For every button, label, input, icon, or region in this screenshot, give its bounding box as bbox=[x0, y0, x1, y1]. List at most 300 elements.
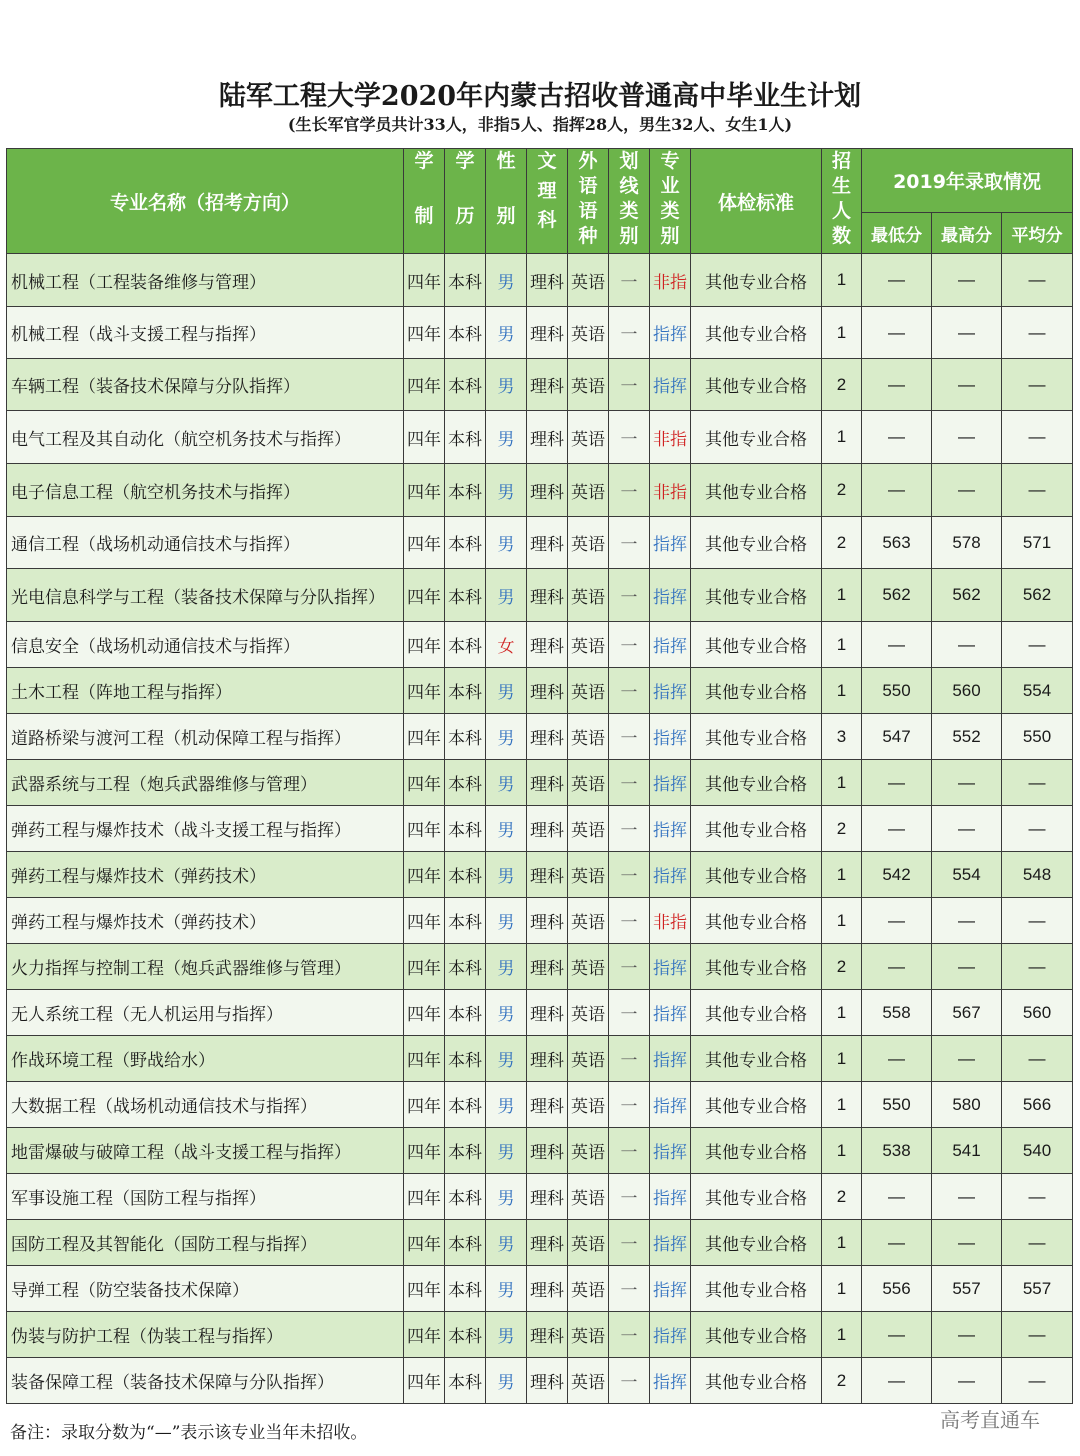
header-min-score: 最低分 bbox=[862, 213, 932, 254]
cell-xueli: 本科 bbox=[445, 898, 486, 944]
cell-huaxian: 一 bbox=[609, 760, 650, 806]
cell-wenli: 理科 bbox=[527, 622, 568, 668]
cell-name: 军事设施工程（国防工程与指挥） bbox=[7, 1174, 404, 1220]
cell-huaxian: 一 bbox=[609, 622, 650, 668]
cell-xuezhi: 四年 bbox=[404, 1266, 445, 1312]
cell-waiyu: 英语 bbox=[568, 1128, 609, 1174]
table-row bbox=[7, 852, 1073, 898]
cell-waiyu: 英语 bbox=[568, 806, 609, 852]
cell-waiyu: 英语 bbox=[568, 760, 609, 806]
cell-xueli: 本科 bbox=[445, 714, 486, 760]
cell-zhuanye: 指挥 bbox=[650, 1174, 691, 1220]
cell-xuezhi: 四年 bbox=[404, 622, 445, 668]
cell-zhaosheng: 1 bbox=[822, 990, 862, 1036]
cell-xuezhi: 四年 bbox=[404, 254, 445, 307]
cell-name: 导弹工程（防空装备技术保障） bbox=[7, 1266, 404, 1312]
cell-xingbie: 男 bbox=[486, 411, 527, 464]
cell-zhuanye: 指挥 bbox=[650, 668, 691, 714]
cell-name: 国防工程及其智能化（国防工程与指挥） bbox=[7, 1220, 404, 1266]
cell-name: 信息安全（战场机动通信技术与指挥） bbox=[7, 622, 404, 668]
table-row bbox=[7, 411, 1073, 464]
cell-tijian: 其他专业合格 bbox=[691, 1220, 822, 1266]
cell-min-score: — bbox=[862, 1312, 932, 1358]
cell-waiyu: 英语 bbox=[568, 1220, 609, 1266]
cell-avg-score: — bbox=[1002, 1220, 1073, 1266]
cell-xuezhi: 四年 bbox=[404, 1174, 445, 1220]
cell-zhaosheng: 2 bbox=[822, 359, 862, 411]
cell-waiyu: 英语 bbox=[568, 1312, 609, 1358]
cell-zhuanye: 指挥 bbox=[650, 714, 691, 760]
cell-xingbie: 男 bbox=[486, 668, 527, 714]
cell-max-score: — bbox=[932, 1174, 1002, 1220]
cell-name: 弹药工程与爆炸技术（战斗支援工程与指挥） bbox=[7, 806, 404, 852]
cell-xuezhi: 四年 bbox=[404, 990, 445, 1036]
table-row bbox=[7, 990, 1073, 1036]
table-row bbox=[7, 622, 1073, 668]
cell-waiyu: 英语 bbox=[568, 307, 609, 359]
table-row bbox=[7, 464, 1073, 517]
cell-xueli: 本科 bbox=[445, 1036, 486, 1082]
cell-huaxian: 一 bbox=[609, 1082, 650, 1128]
cell-zhaosheng: 2 bbox=[822, 806, 862, 852]
cell-zhaosheng: 1 bbox=[822, 1128, 862, 1174]
cell-min-score: — bbox=[862, 806, 932, 852]
cell-min-score: — bbox=[862, 254, 932, 307]
header-avg-score: 平均分 bbox=[1002, 213, 1073, 254]
cell-tijian: 其他专业合格 bbox=[691, 307, 822, 359]
cell-max-score: — bbox=[932, 1220, 1002, 1266]
cell-xuezhi: 四年 bbox=[404, 714, 445, 760]
cell-avg-score: — bbox=[1002, 254, 1073, 307]
cell-zhuanye: 非指 bbox=[650, 254, 691, 307]
cell-xuezhi: 四年 bbox=[404, 307, 445, 359]
cell-zhuanye: 指挥 bbox=[650, 359, 691, 411]
cell-avg-score: — bbox=[1002, 1174, 1073, 1220]
cell-xingbie: 男 bbox=[486, 464, 527, 517]
cell-tijian: 其他专业合格 bbox=[691, 1358, 822, 1404]
cell-xueli: 本科 bbox=[445, 1174, 486, 1220]
cell-min-score: 563 bbox=[862, 517, 932, 569]
cell-wenli: 理科 bbox=[527, 1036, 568, 1082]
cell-tijian: 其他专业合格 bbox=[691, 1266, 822, 1312]
cell-min-score: — bbox=[862, 1220, 932, 1266]
cell-huaxian: 一 bbox=[609, 1312, 650, 1358]
cell-huaxian: 一 bbox=[609, 411, 650, 464]
cell-min-score: 550 bbox=[862, 1082, 932, 1128]
cell-max-score: — bbox=[932, 944, 1002, 990]
cell-avg-score: — bbox=[1002, 464, 1073, 517]
cell-max-score: 552 bbox=[932, 714, 1002, 760]
cell-zhaosheng: 1 bbox=[822, 760, 862, 806]
cell-huaxian: 一 bbox=[609, 944, 650, 990]
cell-zhuanye: 指挥 bbox=[650, 1266, 691, 1312]
cell-zhaosheng: 3 bbox=[822, 714, 862, 760]
cell-zhuanye: 指挥 bbox=[650, 806, 691, 852]
cell-zhaosheng: 2 bbox=[822, 464, 862, 517]
cell-avg-score: 550 bbox=[1002, 714, 1073, 760]
cell-xuezhi: 四年 bbox=[404, 359, 445, 411]
header-xueli: 学 历 bbox=[445, 149, 486, 254]
cell-zhuanye: 指挥 bbox=[650, 307, 691, 359]
cell-huaxian: 一 bbox=[609, 1036, 650, 1082]
cell-name: 火力指挥与控制工程（炮兵武器维修与管理） bbox=[7, 944, 404, 990]
cell-xingbie: 男 bbox=[486, 359, 527, 411]
cell-tijian: 其他专业合格 bbox=[691, 464, 822, 517]
table-row bbox=[7, 668, 1073, 714]
cell-huaxian: 一 bbox=[609, 668, 650, 714]
cell-min-score: 547 bbox=[862, 714, 932, 760]
cell-wenli: 理科 bbox=[527, 898, 568, 944]
cell-xingbie: 男 bbox=[486, 990, 527, 1036]
watermark: 高考直通车 bbox=[940, 1408, 1040, 1432]
cell-wenli: 理科 bbox=[527, 1220, 568, 1266]
cell-waiyu: 英语 bbox=[568, 852, 609, 898]
cell-xueli: 本科 bbox=[445, 622, 486, 668]
cell-xueli: 本科 bbox=[445, 806, 486, 852]
cell-max-score: 580 bbox=[932, 1082, 1002, 1128]
cell-tijian: 其他专业合格 bbox=[691, 852, 822, 898]
cell-waiyu: 英语 bbox=[568, 714, 609, 760]
cell-wenli: 理科 bbox=[527, 517, 568, 569]
header-2019-group: 2019年录取情况 bbox=[862, 149, 1073, 213]
cell-name: 武器系统与工程（炮兵武器维修与管理） bbox=[7, 760, 404, 806]
cell-waiyu: 英语 bbox=[568, 517, 609, 569]
cell-zhuanye: 指挥 bbox=[650, 1036, 691, 1082]
cell-avg-score: — bbox=[1002, 307, 1073, 359]
cell-avg-score: 557 bbox=[1002, 1266, 1073, 1312]
table-row bbox=[7, 254, 1073, 307]
cell-avg-score: 560 bbox=[1002, 990, 1073, 1036]
cell-min-score: 538 bbox=[862, 1128, 932, 1174]
table-row bbox=[7, 1082, 1073, 1128]
cell-waiyu: 英语 bbox=[568, 411, 609, 464]
cell-xuezhi: 四年 bbox=[404, 569, 445, 622]
cell-xuezhi: 四年 bbox=[404, 411, 445, 464]
cell-xingbie: 男 bbox=[486, 944, 527, 990]
cell-tijian: 其他专业合格 bbox=[691, 760, 822, 806]
cell-zhaosheng: 2 bbox=[822, 1358, 862, 1404]
cell-xingbie: 男 bbox=[486, 1128, 527, 1174]
cell-tijian: 其他专业合格 bbox=[691, 714, 822, 760]
table-row bbox=[7, 517, 1073, 569]
header-waiyu: 外 语 语 种 bbox=[568, 149, 609, 254]
cell-xingbie: 男 bbox=[486, 852, 527, 898]
cell-name: 光电信息科学与工程（装备技术保障与分队指挥） bbox=[7, 569, 404, 622]
cell-wenli: 理科 bbox=[527, 760, 568, 806]
cell-avg-score: — bbox=[1002, 1036, 1073, 1082]
cell-min-score: 558 bbox=[862, 990, 932, 1036]
cell-tijian: 其他专业合格 bbox=[691, 806, 822, 852]
cell-max-score: 567 bbox=[932, 990, 1002, 1036]
cell-avg-score: — bbox=[1002, 944, 1073, 990]
cell-tijian: 其他专业合格 bbox=[691, 254, 822, 307]
enrollment-plan-table bbox=[6, 148, 1073, 1404]
cell-huaxian: 一 bbox=[609, 990, 650, 1036]
cell-huaxian: 一 bbox=[609, 1266, 650, 1312]
cell-huaxian: 一 bbox=[609, 1220, 650, 1266]
page-title: 陆军工程大学2020年内蒙古招收普通高中毕业生计划 bbox=[218, 81, 862, 112]
cell-xueli: 本科 bbox=[445, 944, 486, 990]
cell-wenli: 理科 bbox=[527, 569, 568, 622]
cell-zhaosheng: 1 bbox=[822, 1220, 862, 1266]
cell-name: 机械工程（工程装备维修与管理） bbox=[7, 254, 404, 307]
cell-wenli: 理科 bbox=[527, 1174, 568, 1220]
cell-min-score: — bbox=[862, 464, 932, 517]
table-row bbox=[7, 1174, 1073, 1220]
cell-xuezhi: 四年 bbox=[404, 806, 445, 852]
cell-max-score: — bbox=[932, 806, 1002, 852]
cell-xueli: 本科 bbox=[445, 1082, 486, 1128]
cell-name: 伪装与防护工程（伪装工程与指挥） bbox=[7, 1312, 404, 1358]
cell-avg-score: — bbox=[1002, 411, 1073, 464]
cell-waiyu: 英语 bbox=[568, 569, 609, 622]
cell-xueli: 本科 bbox=[445, 1358, 486, 1404]
cell-waiyu: 英语 bbox=[568, 1174, 609, 1220]
cell-min-score: 556 bbox=[862, 1266, 932, 1312]
cell-max-score: — bbox=[932, 411, 1002, 464]
cell-huaxian: 一 bbox=[609, 1358, 650, 1404]
cell-xuezhi: 四年 bbox=[404, 668, 445, 714]
cell-min-score: — bbox=[862, 1174, 932, 1220]
cell-xueli: 本科 bbox=[445, 464, 486, 517]
cell-wenli: 理科 bbox=[527, 1266, 568, 1312]
cell-huaxian: 一 bbox=[609, 359, 650, 411]
cell-xueli: 本科 bbox=[445, 760, 486, 806]
table-row bbox=[7, 760, 1073, 806]
header-xingbie: 性 别 bbox=[486, 149, 527, 254]
cell-xuezhi: 四年 bbox=[404, 517, 445, 569]
cell-waiyu: 英语 bbox=[568, 1266, 609, 1312]
cell-xuezhi: 四年 bbox=[404, 1082, 445, 1128]
cell-xuezhi: 四年 bbox=[404, 760, 445, 806]
cell-zhuanye: 指挥 bbox=[650, 990, 691, 1036]
cell-xingbie: 男 bbox=[486, 1358, 527, 1404]
table-row bbox=[7, 569, 1073, 622]
cell-avg-score: — bbox=[1002, 1358, 1073, 1404]
cell-zhuanye: 非指 bbox=[650, 898, 691, 944]
table-row bbox=[7, 806, 1073, 852]
cell-huaxian: 一 bbox=[609, 1174, 650, 1220]
cell-waiyu: 英语 bbox=[568, 1036, 609, 1082]
cell-max-score: — bbox=[932, 1036, 1002, 1082]
cell-tijian: 其他专业合格 bbox=[691, 517, 822, 569]
cell-huaxian: 一 bbox=[609, 517, 650, 569]
cell-xueli: 本科 bbox=[445, 411, 486, 464]
cell-name: 弹药工程与爆炸技术（弹药技术） bbox=[7, 898, 404, 944]
cell-name: 弹药工程与爆炸技术（弹药技术） bbox=[7, 852, 404, 898]
table-row bbox=[7, 1266, 1073, 1312]
cell-xingbie: 男 bbox=[486, 307, 527, 359]
cell-zhuanye: 指挥 bbox=[650, 760, 691, 806]
cell-xuezhi: 四年 bbox=[404, 944, 445, 990]
cell-wenli: 理科 bbox=[527, 1128, 568, 1174]
cell-xuezhi: 四年 bbox=[404, 1358, 445, 1404]
cell-waiyu: 英语 bbox=[568, 359, 609, 411]
cell-name: 土木工程（阵地工程与指挥） bbox=[7, 668, 404, 714]
cell-min-score: — bbox=[862, 760, 932, 806]
cell-name: 机械工程（战斗支援工程与指挥） bbox=[7, 307, 404, 359]
cell-xueli: 本科 bbox=[445, 307, 486, 359]
cell-name: 作战环境工程（野战给水） bbox=[7, 1036, 404, 1082]
cell-zhuanye: 指挥 bbox=[650, 569, 691, 622]
table-body bbox=[7, 254, 1073, 1404]
cell-min-score: 542 bbox=[862, 852, 932, 898]
cell-xingbie: 男 bbox=[486, 569, 527, 622]
cell-max-score: — bbox=[932, 464, 1002, 517]
cell-tijian: 其他专业合格 bbox=[691, 1312, 822, 1358]
cell-xingbie: 男 bbox=[486, 1082, 527, 1128]
cell-waiyu: 英语 bbox=[568, 898, 609, 944]
cell-xingbie: 男 bbox=[486, 517, 527, 569]
cell-max-score: 560 bbox=[932, 668, 1002, 714]
cell-xueli: 本科 bbox=[445, 517, 486, 569]
cell-waiyu: 英语 bbox=[568, 464, 609, 517]
cell-xuezhi: 四年 bbox=[404, 1036, 445, 1082]
cell-avg-score: — bbox=[1002, 898, 1073, 944]
cell-xingbie: 男 bbox=[486, 806, 527, 852]
cell-tijian: 其他专业合格 bbox=[691, 411, 822, 464]
cell-zhuanye: 指挥 bbox=[650, 1082, 691, 1128]
footnote: 备注：录取分数为“—”表示该专业当年未招收。 bbox=[10, 1423, 368, 1443]
cell-zhaosheng: 1 bbox=[822, 1036, 862, 1082]
cell-tijian: 其他专业合格 bbox=[691, 944, 822, 990]
table-row bbox=[7, 898, 1073, 944]
cell-tijian: 其他专业合格 bbox=[691, 1128, 822, 1174]
cell-name: 车辆工程（装备技术保障与分队指挥） bbox=[7, 359, 404, 411]
cell-max-score: — bbox=[932, 622, 1002, 668]
cell-max-score: 562 bbox=[932, 569, 1002, 622]
cell-xuezhi: 四年 bbox=[404, 1128, 445, 1174]
cell-min-score: — bbox=[862, 359, 932, 411]
cell-wenli: 理科 bbox=[527, 714, 568, 760]
cell-max-score: — bbox=[932, 359, 1002, 411]
cell-name: 道路桥梁与渡河工程（机动保障工程与指挥） bbox=[7, 714, 404, 760]
cell-xuezhi: 四年 bbox=[404, 1220, 445, 1266]
cell-huaxian: 一 bbox=[609, 254, 650, 307]
cell-zhaosheng: 1 bbox=[822, 307, 862, 359]
cell-tijian: 其他专业合格 bbox=[691, 569, 822, 622]
cell-max-score: 554 bbox=[932, 852, 1002, 898]
cell-name: 无人系统工程（无人机运用与指挥） bbox=[7, 990, 404, 1036]
cell-xuezhi: 四年 bbox=[404, 898, 445, 944]
cell-waiyu: 英语 bbox=[568, 990, 609, 1036]
table-row bbox=[7, 714, 1073, 760]
cell-zhaosheng: 1 bbox=[822, 1082, 862, 1128]
header-tijian: 体检标准 bbox=[691, 149, 822, 254]
cell-wenli: 理科 bbox=[527, 359, 568, 411]
cell-xueli: 本科 bbox=[445, 1128, 486, 1174]
cell-zhaosheng: 1 bbox=[822, 898, 862, 944]
cell-name: 地雷爆破与破障工程（战斗支援工程与指挥） bbox=[7, 1128, 404, 1174]
table-header bbox=[7, 149, 1073, 254]
cell-xuezhi: 四年 bbox=[404, 464, 445, 517]
cell-xueli: 本科 bbox=[445, 569, 486, 622]
cell-xuezhi: 四年 bbox=[404, 852, 445, 898]
cell-name: 大数据工程（战场机动通信技术与指挥） bbox=[7, 1082, 404, 1128]
header-zhaosheng: 招 生 人 数 bbox=[822, 149, 862, 254]
cell-zhaosheng: 1 bbox=[822, 411, 862, 464]
cell-huaxian: 一 bbox=[609, 569, 650, 622]
cell-tijian: 其他专业合格 bbox=[691, 990, 822, 1036]
cell-xingbie: 女 bbox=[486, 622, 527, 668]
cell-min-score: — bbox=[862, 1036, 932, 1082]
cell-xingbie: 男 bbox=[486, 1220, 527, 1266]
cell-xueli: 本科 bbox=[445, 254, 486, 307]
cell-waiyu: 英语 bbox=[568, 668, 609, 714]
cell-tijian: 其他专业合格 bbox=[691, 1082, 822, 1128]
cell-zhaosheng: 1 bbox=[822, 569, 862, 622]
cell-zhaosheng: 1 bbox=[822, 1266, 862, 1312]
cell-zhaosheng: 1 bbox=[822, 254, 862, 307]
cell-waiyu: 英语 bbox=[568, 944, 609, 990]
cell-huaxian: 一 bbox=[609, 1128, 650, 1174]
cell-zhuanye: 指挥 bbox=[650, 852, 691, 898]
cell-wenli: 理科 bbox=[527, 990, 568, 1036]
cell-xingbie: 男 bbox=[486, 898, 527, 944]
cell-huaxian: 一 bbox=[609, 852, 650, 898]
cell-wenli: 理科 bbox=[527, 668, 568, 714]
cell-xueli: 本科 bbox=[445, 359, 486, 411]
cell-waiyu: 英语 bbox=[568, 1082, 609, 1128]
cell-xingbie: 男 bbox=[486, 714, 527, 760]
header-name: 专业名称（招考方向） bbox=[7, 149, 404, 254]
cell-xueli: 本科 bbox=[445, 668, 486, 714]
cell-avg-score: — bbox=[1002, 760, 1073, 806]
cell-avg-score: — bbox=[1002, 1312, 1073, 1358]
table-row bbox=[7, 1358, 1073, 1404]
cell-wenli: 理科 bbox=[527, 307, 568, 359]
cell-min-score: 562 bbox=[862, 569, 932, 622]
cell-avg-score: 540 bbox=[1002, 1128, 1073, 1174]
cell-zhaosheng: 2 bbox=[822, 944, 862, 990]
header-max-score: 最高分 bbox=[932, 213, 1002, 254]
cell-waiyu: 英语 bbox=[568, 254, 609, 307]
cell-zhaosheng: 1 bbox=[822, 1312, 862, 1358]
cell-xingbie: 男 bbox=[486, 1174, 527, 1220]
header-huaxian: 划 线 类 别 bbox=[609, 149, 650, 254]
cell-avg-score: — bbox=[1002, 359, 1073, 411]
cell-xueli: 本科 bbox=[445, 990, 486, 1036]
cell-xingbie: 男 bbox=[486, 1312, 527, 1358]
table-row bbox=[7, 1312, 1073, 1358]
cell-xueli: 本科 bbox=[445, 1220, 486, 1266]
cell-xueli: 本科 bbox=[445, 1312, 486, 1358]
cell-min-score: — bbox=[862, 307, 932, 359]
cell-max-score: — bbox=[932, 307, 1002, 359]
table-row bbox=[7, 1220, 1073, 1266]
cell-waiyu: 英语 bbox=[568, 1358, 609, 1404]
cell-tijian: 其他专业合格 bbox=[691, 898, 822, 944]
cell-zhuanye: 指挥 bbox=[650, 1220, 691, 1266]
cell-huaxian: 一 bbox=[609, 307, 650, 359]
cell-max-score: — bbox=[932, 254, 1002, 307]
cell-xuezhi: 四年 bbox=[404, 1312, 445, 1358]
cell-tijian: 其他专业合格 bbox=[691, 359, 822, 411]
cell-tijian: 其他专业合格 bbox=[691, 1174, 822, 1220]
cell-zhaosheng: 1 bbox=[822, 852, 862, 898]
cell-name: 电气工程及其自动化（航空机务技术与指挥） bbox=[7, 411, 404, 464]
cell-zhaosheng: 1 bbox=[822, 622, 862, 668]
cell-min-score: — bbox=[862, 411, 932, 464]
cell-zhuanye: 指挥 bbox=[650, 517, 691, 569]
cell-xueli: 本科 bbox=[445, 1266, 486, 1312]
cell-xingbie: 男 bbox=[486, 1266, 527, 1312]
cell-xingbie: 男 bbox=[486, 1036, 527, 1082]
cell-zhuanye: 指挥 bbox=[650, 944, 691, 990]
cell-avg-score: 566 bbox=[1002, 1082, 1073, 1128]
cell-zhuanye: 指挥 bbox=[650, 1312, 691, 1358]
cell-wenli: 理科 bbox=[527, 852, 568, 898]
